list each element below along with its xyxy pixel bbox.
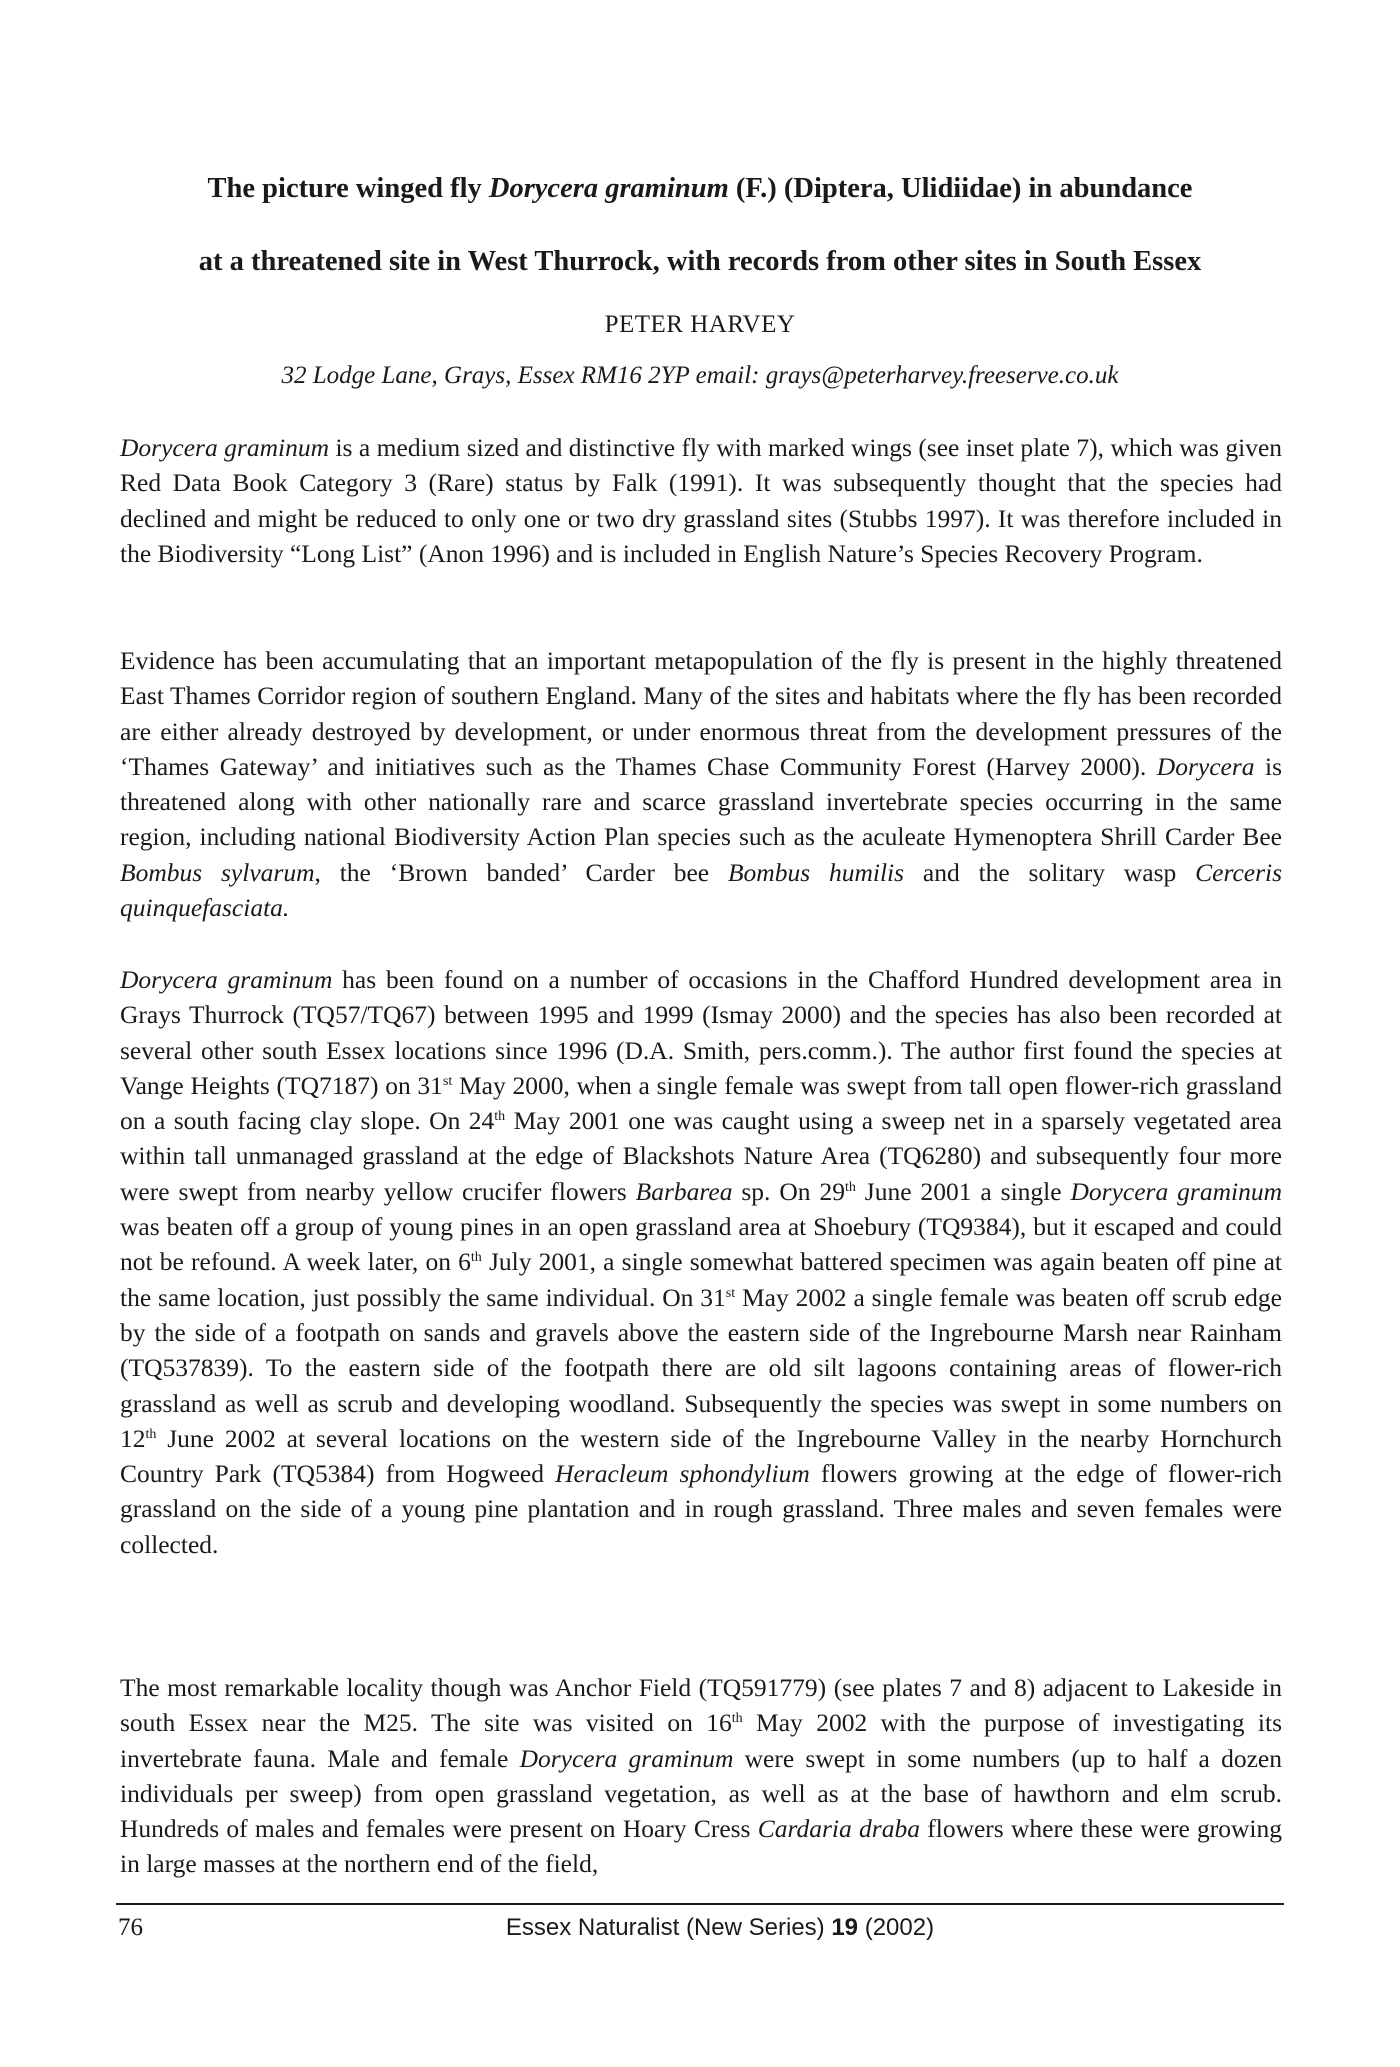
species-name: Dorycera <box>1156 751 1255 781</box>
body-text: and the solitary wasp <box>904 857 1196 887</box>
ordinal-suffix: th <box>844 1179 856 1195</box>
body-text: June 2001 a single <box>855 1176 1071 1206</box>
body-paragraph-4 <box>120 1670 1282 1882</box>
ordinal-suffix: st <box>442 1073 453 1089</box>
article-title-line-1 <box>100 171 1300 207</box>
body-paragraph-3 <box>120 962 1282 1562</box>
body-text: flowers where these were growing in large masses at the northern end of the field, <box>120 1814 1283 1879</box>
body-text: July 2001, a single somewhat battered specimen was again beaten off pine at the same location, just possibly the same individual. On 31 <box>120 1247 1282 1312</box>
journal-volume: 19 <box>831 1914 859 1941</box>
title-species-name: Dorycera graminum <box>488 173 729 204</box>
ordinal-suffix: th <box>470 1250 482 1266</box>
species-name: Dorycera graminum <box>519 1743 734 1773</box>
species-name: Bombus humilis <box>727 857 905 887</box>
footer-divider <box>116 1903 1284 1905</box>
ordinal-suffix: th <box>145 1426 157 1442</box>
article-title-line-2: at a threatened site in West Thurrock, with records from other sites in South Essex <box>198 246 1202 277</box>
journal-citation <box>460 1912 980 1944</box>
ordinal-suffix: th <box>494 1109 506 1125</box>
body-text: is threatened along with other nationally rare and scarce grassland invertebrate species occurring in the same region, including national Biodiversity Action Plan species such as the aculeate Hymenoptera Shrill Carder Bee <box>120 751 1283 852</box>
title-text: The picture winged fly <box>207 173 489 204</box>
body-text: The most remarkable locality though was Anchor Field (TQ591779) (see plates 7 and 8) adjacent to Lakeside in south Essex near the M25. The site was visited on 16 <box>120 1673 1282 1738</box>
species-name: Dorycera graminum <box>1070 1176 1282 1206</box>
body-paragraph-2 <box>120 643 1282 925</box>
page-number: 76 <box>118 1914 143 1941</box>
ordinal-suffix: st <box>725 1285 736 1301</box>
species-name: Heracleum sphondylium <box>555 1459 810 1489</box>
body-text: sp. On 29 <box>732 1176 845 1206</box>
body-text: June 2002 at several locations on the western side of the Ingrebourne Valley in the nearby Hornchurch Country Park (TQ5384) from Hogweed <box>120 1423 1282 1489</box>
species-name: Dorycera graminum <box>120 965 333 994</box>
body-text: May 2001 one was caught using a sweep net in a sparsely vegetated area within tall unmanaged grassland at the edge of Blackshots Nature Area (TQ6280) and subsequently four more were swept from nearby yellow crucifer flowers <box>120 1106 1282 1206</box>
body-text: Evidence has been accumulating that an important metapopulation of the fly is present in the highly threatened East Thames Corridor region of southern England. Many of the sites and habitats where the fly has been recorded are either already destroyed by development, or under enormous threat from the development pressures of the ‘Thames Gateway’ and initiatives such as the Thames Chase Community Forest (Harvey 2000). <box>120 646 1282 781</box>
species-name: Dorycera graminum <box>120 433 330 462</box>
body-text: May 2000, when a single female was swept from tall open flower-rich grassland on a south facing clay slope. On 24 <box>120 1070 1282 1136</box>
body-text: flowers growing at the edge of flower-rich grassland on the side of a young pine plantation and in rough grassland. Three males and seven females were collected. <box>120 1459 1283 1559</box>
species-name: Cerceris quinquefasciata. <box>120 857 1283 923</box>
body-text: is a medium sized and distinctive fly with marked wings (see inset plate 7), which was given Red Data Book Category 3 (Rare) status by Falk (1991). It was subsequently thought that the species had declined and might be reduced to only one or two dry grassland sites (Stubbs 1997). It was therefore included in the Biodiversity “Long List” (Anon 1996) and is included in English Nature’s Species Recovery Program. <box>120 433 1283 568</box>
body-text: , the ‘Brown banded’ Carder bee <box>314 857 728 887</box>
author-name: PETER HARVEY <box>604 311 796 338</box>
ordinal-suffix: th <box>731 1711 743 1727</box>
title-text: (F.) (Diptera, Ulidiidae) in abundance <box>728 173 1193 204</box>
body-text: was beaten off a group of young pines in an open grassland area at Shoebury (TQ9384), but it escaped and could not be refound. A week later, on 6 <box>120 1212 1282 1277</box>
journal-name: Essex Naturalist (New Series) <box>505 1914 832 1941</box>
body-paragraph-1 <box>120 430 1282 571</box>
author-address: 32 Lodge Lane, Grays, Essex RM16 2YP email: grays@peterharvey.freeserve.co.uk <box>281 362 1119 389</box>
species-name: Cardaria draba <box>757 1814 920 1844</box>
journal-year: (2002) <box>858 1914 935 1941</box>
species-name: Bombus sylvarum <box>120 857 315 887</box>
species-name: Barbarea <box>635 1176 733 1206</box>
body-text: May 2002 with the purpose of investigating its invertebrate fauna. Male and female <box>120 1708 1283 1773</box>
body-text: has been found on a number of occasions in the Chafford Hundred development area in Grays Thurrock (TQ57/TQ67) between 1995 and 1999 (Ismay 2000) and the species has also been recorded at several other south Essex locations since 1996 (D.A. Smith, pers.comm.). The author first found the species at Vange Heights (TQ7187) on 31 <box>120 965 1282 1100</box>
body-text: were swept in some numbers (up to half a dozen individuals per sweep) from open grassland vegetation, as well as at the base of hawthorn and elm scrub. Hundreds of males and females were present on Hoary Cress <box>120 1743 1282 1844</box>
body-text: May 2002 a single female was beaten off scrub edge by the side of a footpath on sands and gravels above the eastern side of the Ingrebourne Marsh near Rainham (TQ537839). To the eastern side of the footpath there are old silt lagoons containing areas of flower-rich grassland as well as scrub and developing woodland. Subsequently the species was swept in some numbers on 12 <box>120 1282 1282 1453</box>
